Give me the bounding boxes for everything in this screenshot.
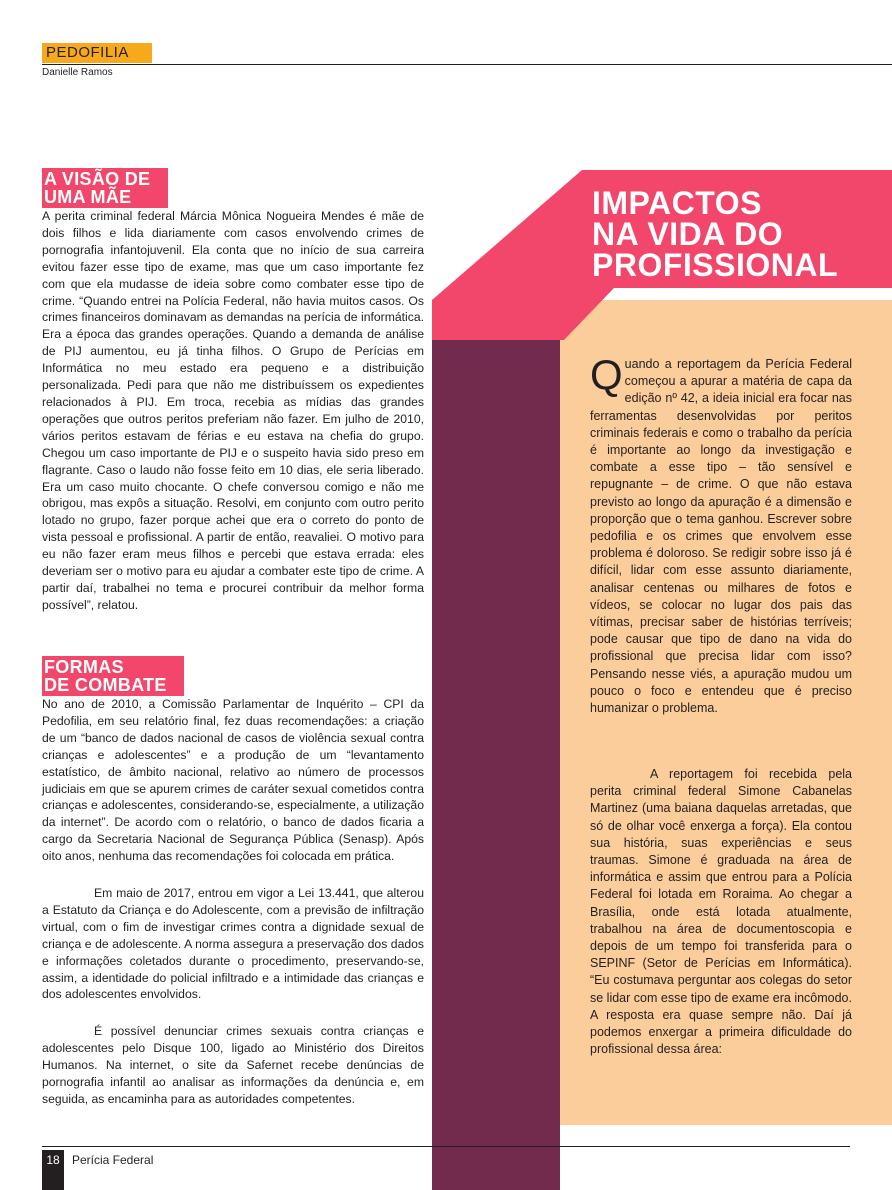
heading-visao <box>42 168 168 208</box>
paragraph-impactos-1-text: uando a reportagem da Perícia Federal começou a apurar a matéria de capa da edição nº 42, a ideia inicial era focar nas ferramentas desenvolvidas por peritos criminais federais e como o trabalho da perícia é importante ao longo da investigação e combate a esse tipo – tão sensível e repugnante – de crime. O que não estava previsto ao longo da apuração é a dimensão e proporção que o tema ganhou. Escrever sobre pedofilia e os crimes que envolvem esse problema é doloroso. Se redigir sobre isso já é difícil, lidar com esse assunto diariamente, analisar centenas ou milhares de fotos e vídeos, se colocar no lugar dos pais das vítimas, precisar saber de histórias terríveis; pode causar que tipo de dano na vida do profissional que precisa lidar com isso? Pensando nesse viés, a apuração mudou um pouco o foco e entendeu que é preciso humanizar o problema. <box>590 357 852 716</box>
heading-formas-line2: DE COMBATE <box>44 675 167 695</box>
section-tag: PEDOFILIA <box>42 43 152 63</box>
drop-cap: Q <box>590 351 623 398</box>
footer-publication: Perícia Federal <box>72 1153 154 1167</box>
banner-title-line2: NA VIDA DO <box>592 216 784 252</box>
page-number: 18 <box>46 1153 60 1167</box>
banner-title <box>592 185 882 283</box>
paragraph-impactos-1 <box>590 351 852 717</box>
banner-title-line1: IMPACTOS <box>592 185 762 221</box>
author-name: Danielle Ramos <box>42 67 113 78</box>
footer-rule <box>42 1146 850 1147</box>
heading-formas-line1: FORMAS <box>44 657 124 677</box>
paragraph-formas-1: No ano de 2010, a Comissão Parlamentar de Inquérito – CPI da Pedofilia, em seu relatório final, fez duas recomendações: a criação de um “banco de dados nacional de casos de violência sexual contra crianças e adolescentes” e a produção de um “levantamento estatístico, de âmbito nacional, relativo ao número de processos judiciais em que se apurem crimes de caráter sexual cometidos contra crianças e adolescentes, considerando-se, especialmente, a utilização da internet”. De acordo com o relatório, o banco de dados ficaria a cargo da Secretaria Nacional de Segurança Pública (Senasp). Após oito anos, nenhuma das recomendações foi colocada em prática. <box>42 697 424 864</box>
paragraph-formas-2: Em maio de 2017, entrou em vigor a Lei 13.441, que alterou a Estatuto da Criança e do Adolescente, com a previsão de infiltração virtual, com o fim de investigar crimes contra a dignidade sexual de criança e de adolescente. A norma assegura a preservação dos dados e informações coletados durante o procedimento, preservando-se, assim, a identidade do policial infiltrado e a intimidade das crianças e dos adolescentes envolvidos. <box>42 886 424 1002</box>
purple-band <box>432 300 560 1190</box>
banner-title-line3: PROFISSIONAL <box>592 247 839 283</box>
paragraph-impactos-2: A reportagem foi recebida pela perita criminal federal Simone Cabanelas Martinez (uma baiana daquelas arretadas, que só de olhar você enxerga a força). Ela contou sua história, suas experiências e seus traumas. Simone é graduada na área de informática e assim que entrou para a Polícia Federal foi lotada em Roraima. Ao chegar a Brasília, onde está lotada atualmente, trabalhou na área de documentoscopia e depois de um tempo foi transferida para o SEPINF (Setor de Perícias em Informática). “Eu costumava perguntar aos colegas do setor se lidar com esse tipo de exame era incômodo. A resposta era quase sempre não. Daí já podemos enxergar a primeira dificuldade do profissional dessa área: <box>590 767 852 1057</box>
paragraph-formas-3: É possível denunciar crimes sexuais contra crianças e adolescentes pelo Disque 100, ligado ao Ministério dos Direitos Humanos. Na internet, o site da Safernet recebe denúncias de pornografia infantil ao analisar as informações da denúncia e, em seguida, as encaminha para as autoridades competentes. <box>42 1024 424 1106</box>
header-rule <box>42 64 892 65</box>
heading-visao-line1: A VISÃO DE <box>44 169 151 189</box>
heading-visao-line2: UMA MÃE <box>44 187 132 207</box>
heading-formas <box>42 656 184 696</box>
paragraph-visao: A perita criminal federal Márcia Mônica Nogueira Mendes é mãe de dois filhos e lida diariamente com casos envolvendo crimes de pornografia infantojuvenil. Ela conta que no início de sua carreira evitou fazer esse tipo de exame, mas que um caso importante fez com que ela mudasse de ideia sobre como combater esse tipo de crime. “Quando entrei na Polícia Federal, não havia muitos casos. Os crimes financeiros dominavam as demandas na perícia de informática. Era a época das grandes operações. Quando a demanda de análise de PIJ aumentou, eu já tinha filhos. O Grupo de Perícias em Informática no meu estado era pequeno e a distribuição personalizada. Pedi para que não me distribuíssem os expedientes relacionados à PIJ. Em troca, recebia as mídias das grandes operações que outros peritos preferiam não fazer. Em julho de 2010, vários peritos estavam de férias e eu estava na chefia do grupo. Chegou um caso importante de PIJ e o suspeito havia sido preso em flagrante. Caso o laudo não fosse feito em 10 dias, ele seria liberado. Era um caso muito chocante. O chefe conversou comigo e não me obrigou, mas expôs a situação. Resolvi, em conjunto com outro perito lotado no grupo, fazer porque achei que era o correto do ponto de vista pessoal e profissional. A partir de então, reavaliei. O motivo para eu não fazer eram meus filhos e percebi que estava errada: eles deveriam ser o motivo para eu ajudar a combater este tipo de crime. A partir daí, trabalhei no tema e procurei contribuir da melhor forma possível”, relatou. <box>42 209 424 612</box>
